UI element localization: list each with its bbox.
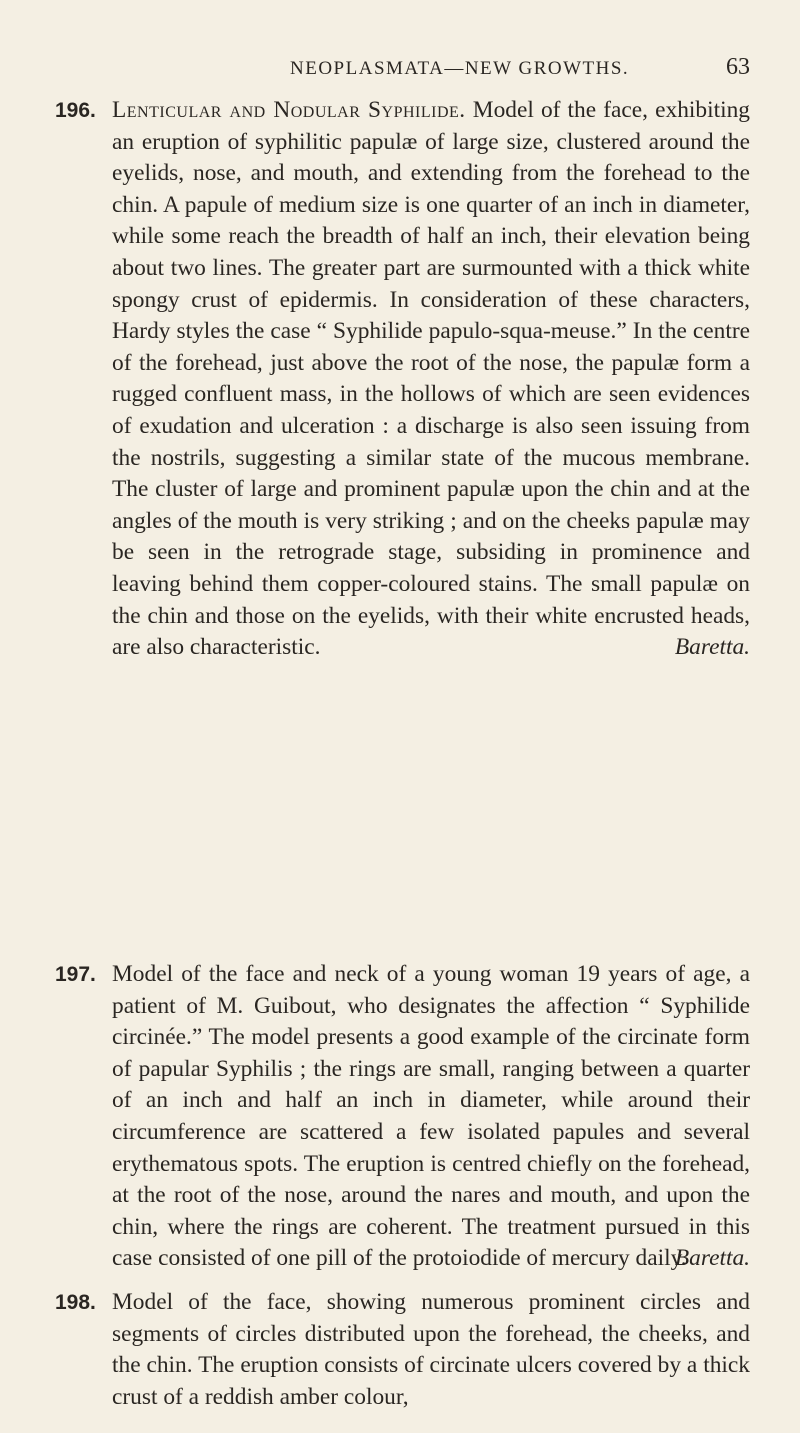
entry-lead-title: Lenticular and Nodular Syphilide. [112,97,466,123]
catalogue-entry-198 [55,1287,750,1413]
entry-text: Model of the face and neck of a young woman 19 years of age, a patient of M. Guibout, who designates the affection “ Syphilide circinée.” The model presents a good example of the circinate form of papular Syphilis ; the rings are small, ranging between a quarter of an inch and half an inch in diameter, while around their circumference are scattered a few isolated papules and several erythematous spots. The eruption is centred chiefly on the forehead, at the root of the nose, around the nares and mouth, and upon the chin, where the rings are coherent. The treatment pursued in this case consisted of one pill of the protoiodide of mercury daily. [112,961,750,1272]
entry-number: 197. [55,963,96,986]
catalogue-entry-197 [55,959,750,1275]
catalogue-entry-196 [55,95,750,664]
entry-signature: Baretta. [674,1245,750,1272]
entry-body [112,959,750,1275]
entry-text: Model of the face, exhibiting an eruption of syphilitic papulæ of large size, clustered around the eyelids, nose, and mouth, and extending from the forehead to the chin. A papule of medium size is one quarter of an inch in diameter, while some reach the breadth of half an inch, their elevation being about two lines. The greater part are surmounted with a thick white spongy crust of epidermis. In consideration of these characters, Hardy styles the case “ Syphilide papulo-squa-meuse.” In the centre of the forehead, just above the root of the nose, the papulæ form a rugged confluent mass, in the hollows of which are seen evidences of exudation and ulceration : a discharge is also seen issuing from the nostrils, suggesting a similar state of the mucous membrane. The cluster of large and prominent papulæ upon the chin and at the angles of the mouth is very striking ; and on the cheeks papulæ may be seen in the retrograde stage, subsiding in prominence and leaving behind them copper-coloured stains. The small papulæ on the chin and those on the eyelids, with their white encrusted heads, are also characteristic. [112,97,750,661]
entry-number: 196. [55,99,96,122]
page-number: 63 [726,54,750,80]
entry-text: Model of the face, showing numerous prominent circles and segments of circles distributed upon the forehead, the cheeks, and the chin. The eruption consists of circinate ulcers covered by a thick crust of a reddish amber colour, [112,1289,750,1410]
entry-signature: Baretta. [674,634,750,661]
entry-body [112,1287,750,1413]
entry-body [112,95,750,664]
running-title: NEOPLASMATA—NEW GROWTHS. [290,58,630,79]
entry-number: 198. [55,1291,96,1314]
